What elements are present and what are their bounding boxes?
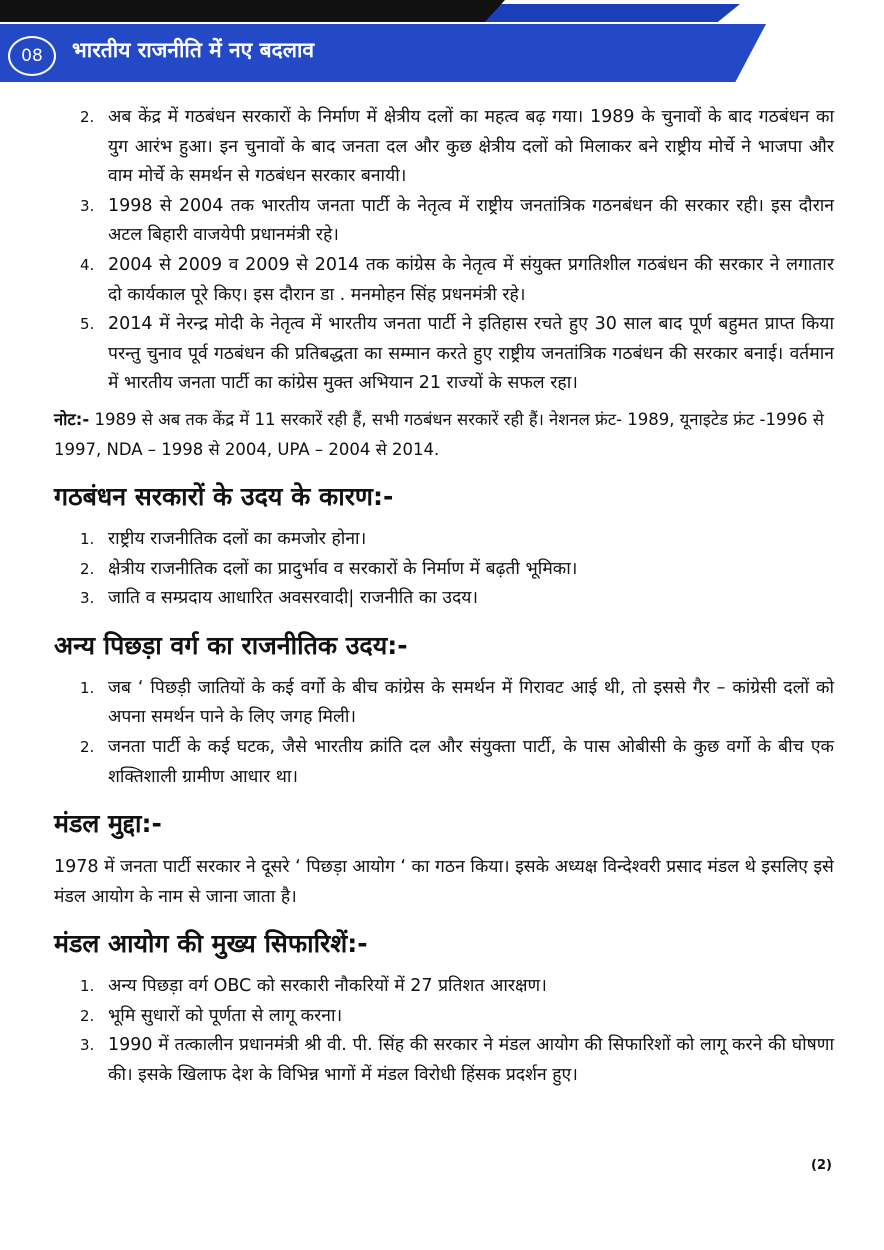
list-item-number: 2. [80,108,95,126]
list-item-text: 1990 में तत्कालीन प्रधानमंत्री श्री वी. पी. सिंह की सरकार ने मंडल आयोग की सिफारिशों को लागू करने की घोषणा की। इसके खिलाफ देश के विभिन्न भागों में मंडल विरोधी हिंसक प्रदर्शन हुए। [108,1035,834,1085]
list-item [54,674,834,733]
heading-mandal-recommendations: मंडल आयोग की मुख्य सिफारिशें:- [54,929,368,959]
list-item-number: 3. [80,589,95,608]
list-item-number: 2. [80,559,95,578]
page-number: (2) [811,1158,832,1173]
list-item-text: 2014 में नेरन्द्र मोदी के नेतृत्व में भारतीय जनता पार्टी ने इतिहास रचते हुए 30 साल बाद पूर्ण बहुमत प्राप्त किया परन्तु चुनाव पूर्व गठबंधन की प्रतिबद्धता का सम्मान करते हुए राष्ट्रीय जनतांत्रिक गठबंधन की सरकार बनाई। वर्तमान में भारतीय जनता पार्टी का कांग्रेस मुक्त अभियान 21 राज्यों के सफल रहा। [108,314,834,394]
list-item [54,525,834,555]
note-label: नोट:- [54,409,90,429]
chapter-banner [0,0,884,84]
list-item-text: 2004 से 2009 व 2009 से 2014 तक कांग्रेस के नेतृत्व में संयुक्त प्रगतिशील गठबंधन की सरकार ने लगातार दो कार्यकाल पूरे किए। इस दौरान डा . मनमोहन सिंह प्रधनमंत्री रहे। [108,254,834,305]
list-item [54,1002,834,1032]
list-item-number: 5. [80,315,95,334]
list-item-text: क्षेत्रीय राजनीतिक दलों का प्रादुर्भाव व सरकारों के निर्माण में बढ़ती भूमिका। [108,558,578,579]
heading-coalition-reasons: गठबंधन सरकारों के उदय के कारण:- [54,481,394,511]
list-item-number: 1. [80,678,95,697]
heading-mandal-issue: मंडल मुद्दा:- [54,809,162,839]
list-item-text: जनता पार्टी के कई घटक, जैसे भारतीय क्रांति दल और संयुक्ता पार्टी, के पास ओबीसी के कुछ वर्गो के बीच एक शक्तिशाली ग्रामीण आधार था। [108,736,834,787]
list-item-number: 2. [80,737,95,756]
list-item-number: 1. [80,977,95,996]
list-item [54,251,834,310]
list-obc-rise [54,674,834,792]
list-top [54,103,834,399]
list-item [54,310,834,399]
chapter-title: भारतीय राजनीति में नए बदलाव [72,38,315,62]
list-item-number: 3. [80,1036,95,1055]
list-item-number: 1. [80,529,95,548]
banner-stripe-black [0,0,505,22]
list-item-number: 2. [80,1006,95,1025]
list-item-number: 4. [80,255,95,274]
list-item [54,733,834,792]
mandal-paragraph: 1978 में जनता पार्टी सरकार ने दूसरे ‘ पिछड़ा आयोग ‘ का गठन किया। इसके अध्यक्ष विन्देश्वरी प्रसाद मंडल थे इसलिए इसे मंडल आयोग के नाम से जाना जाता है। [54,857,834,908]
list-item [54,972,834,1002]
list-item [54,584,834,614]
list-item [54,1031,834,1090]
list-mandal-recommendations [54,972,834,1090]
chapter-number-badge: 08 [8,36,56,76]
page-content [54,103,834,1090]
list-item-text: भूमि सुधारों को पूर्णता से लागू करना। [108,1005,343,1026]
list-item-text: अब केंद्र में गठबंधन सरकारों के निर्माण में क्षेत्रीय दलों का महत्व बढ़ गया। 1989 के चुनावों के बाद गठबंधन का युग आरंभ हुआ। इन चुनावों के बाद जनता दल और कुछ क्षेत्रीय दलों को मिलाकर बने राष्ट्रीय मोर्चे ने भाजपा और वाम मोर्चे के समर्थन से गठबंधन सरकार बनायी। [108,107,834,187]
list-item [54,555,834,585]
list-coalition-reasons [54,525,834,614]
list-item [54,103,834,192]
note-paragraph [54,405,834,465]
list-item-number: 3. [80,196,95,215]
list-item [54,192,834,251]
list-item-text: अन्य पिछड़ा वर्ग OBC को सरकारी नौकरियों में 27 प्रतिशत आरक्षण। [108,976,547,997]
list-item-text: जब ‘ पिछड़ी जातियों के कई वर्गो के बीच कांग्रेस के समर्थन में गिरावट आई थी, तो इससे गैर – कांग्रेसी दलों को अपना समर्थन पाने के लिए जगह मिली। [108,677,834,728]
heading-obc-rise: अन्य पिछड़ा वर्ग का राजनीतिक उदय:- [54,630,408,660]
list-item-text: राष्ट्रीय राजनीतिक दलों का कमजोर होना। [108,528,367,549]
note-text: 1989 से अब तक केंद्र में 11 सरकारें रही हैं, सभी गठबंधन सरकारें रही हैं। नेशनल फ्रंट- 1989, यूनाइटेड फ्रंट -1996 से 1997, NDA – 1998 से 2004, UPA – 2004 से 2014. [54,409,824,459]
list-item-text: जाति व सम्प्रदाय आधारित अवसरवादी| राजनीति का उदय। [108,588,479,609]
list-item-text: 1998 से 2004 तक भारतीय जनता पार्टी के नेतृत्व में राष्ट्रीय जनतांत्रिक गठनबंधन की सरकार रही। इस दौरान अटल बिहारी वाजयेपी प्रधानमंत्री रहे। [108,195,834,246]
